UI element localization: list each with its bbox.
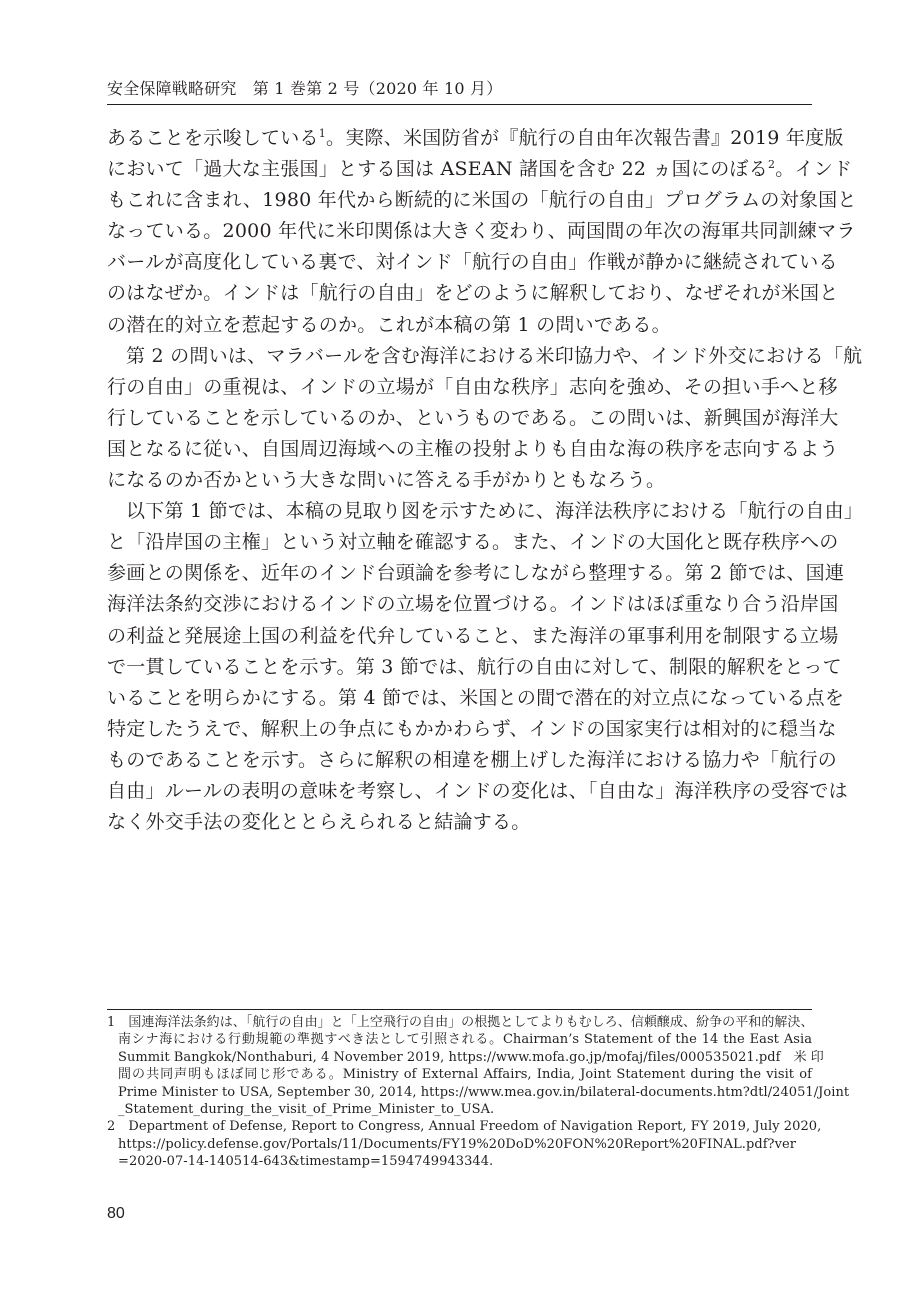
- body-line: バールが高度化している裏で、対インド「航行の自由」作戦が静かに継続されている: [107, 251, 838, 274]
- footnote-line: 南シナ海における行動規範の準拠すべき法として引照される。Chairman’s Statement of the 14 the East Asia: [118, 1032, 812, 1048]
- footnote-1: [107, 1014, 850, 1118]
- footnote-rule: [107, 1009, 812, 1010]
- body-line: ものであることを示す。さらに解釈の相違を棚上げした海洋における協力や「航行の: [107, 748, 837, 771]
- footnote-line: =2020-07-14-140514-643&timestamp=1594749943344.: [118, 1154, 494, 1170]
- body-line: で一貫していることを示す。第 3 節では、航行の自由に対して、制限的解釈をとって: [107, 655, 842, 678]
- header-rule: [107, 104, 812, 105]
- body-line: 第 2 の問いは、マラバールを含む海洋における米印協力や、インド外交における「航: [126, 344, 863, 367]
- body-line: 国となるに従い、自国周辺海域への主権の投射よりも自由な海の秩序を志向するよう: [107, 437, 839, 460]
- footnotes: [107, 1014, 850, 1171]
- body-line: 海洋法条約交渉におけるインドの立場を位置づける。インドはほぼ重なり合う沿岸国: [107, 593, 839, 616]
- body-text: [107, 123, 864, 838]
- footnote-line: 2 Department of Defense, Report to Congress, Annual Freedom of Navigation Report, FY 2019, July 2020,: [107, 1119, 822, 1135]
- body-line: において「過大な主張国」とする国は ASEAN 諸国を含む 22 ヵ国にのぼる$^2$。インド: [107, 158, 853, 181]
- footnote-2: [107, 1118, 822, 1170]
- body-line: いることを明らかにする。第 4 節では、米国との間で潜在的対立点になっている点を: [107, 686, 845, 709]
- body-line: あることを示唆している$^1$。実際、米国防省が『航行の自由年次報告書』2019 年度版: [107, 127, 844, 149]
- body-line: 特定したうえで、解釈上の争点にもかかわらず、インドの国家実行は相対的に穏当な: [107, 717, 837, 740]
- body-line: 自由」ルールの表明の意味を考察し、インドの変化は、「自由な」海洋秩序の受容では: [107, 779, 848, 802]
- footnote-line: 間の共同声明もほぼ同じ形である。Ministry of External Affairs, India, Joint Statement during the visit of: [118, 1067, 812, 1083]
- body-line: になるのか否かという大きな問いに答える手がかりともなろう。: [107, 469, 666, 492]
- paragraph-3: [107, 496, 864, 838]
- footnote-ref-2[interactable]: 2: [768, 158, 776, 172]
- body-line: と「沿岸国の主権」という対立軸を確認する。また、インドの大国化と既存秩序への: [107, 531, 839, 554]
- paragraph-2: [107, 341, 863, 496]
- footnote-line: 1 国連海洋法条約は、「航行の自由」と「上空飛行の自由」の根拠としてよりもむしろ、信頼醸成、紛争の平和的解決、: [107, 1015, 814, 1030]
- paragraph-1: [107, 123, 857, 341]
- footnote-line: Prime Minister to USA, September 30, 2014, https://www.mea.gov.in/bilateral-documents.htm?dtl/24051/Joint: [118, 1084, 850, 1100]
- body-line: の利益と発展途上国の利益を代弁していること、また海洋の軍事利用を制限する立場: [107, 624, 839, 647]
- footnote-line: Summit Bangkok/Nonthaburi, 4 November 2019, https://www.mofa.go.jp/mofaj/files/000535021.pdf 米 印: [118, 1049, 824, 1065]
- body-line: の潜在的対立を惹起するのか。これが本稿の第 1 の問いである。: [107, 313, 671, 336]
- body-line: 参画との関係を、近年のインド台頭論を参考にしながら整理する。第 2 節では、国連: [107, 562, 845, 585]
- body-line: なく外交手法の変化ととらえられると結論する。: [107, 811, 531, 834]
- body-line: なっている。2000 年代に米印関係は大きく変わり、両国間の年次の海軍共同訓練マラ: [107, 220, 856, 243]
- running-header: 安全保障戦略研究 第 1 巻第 2 号（2020 年 10 月）: [107, 79, 503, 98]
- body-line: のはなぜか。インドは「航行の自由」をどのように解釈しており、なぜそれが米国と: [107, 282, 839, 305]
- body-line: 行の自由」の重視は、インドの立場が「自由な秩序」志向を強め、その担い手へと移: [107, 375, 838, 398]
- footnote-line: https://policy.defense.gov/Portals/11/Documents/FY19%20DoD%20FON%20Report%20FINAL.pdf?ver: [118, 1136, 796, 1152]
- body-line: もこれに含まれ、1980 年代から断続的に米国の「航行の自由」プログラムの対象国と: [107, 189, 857, 212]
- body-line: 行していることを示しているのか、というものである。この問いは、新興国が海洋大: [107, 406, 839, 429]
- footnote-ref-1[interactable]: 1: [318, 127, 327, 140]
- footnote-line: _Statement_during_the_visit_of_Prime_Minister_to_USA.: [118, 1101, 495, 1117]
- body-line: 以下第 1 節では、本稿の見取り図を示すために、海洋法秩序における「航行の自由」: [126, 500, 864, 523]
- page-number: 80: [107, 1205, 125, 1222]
